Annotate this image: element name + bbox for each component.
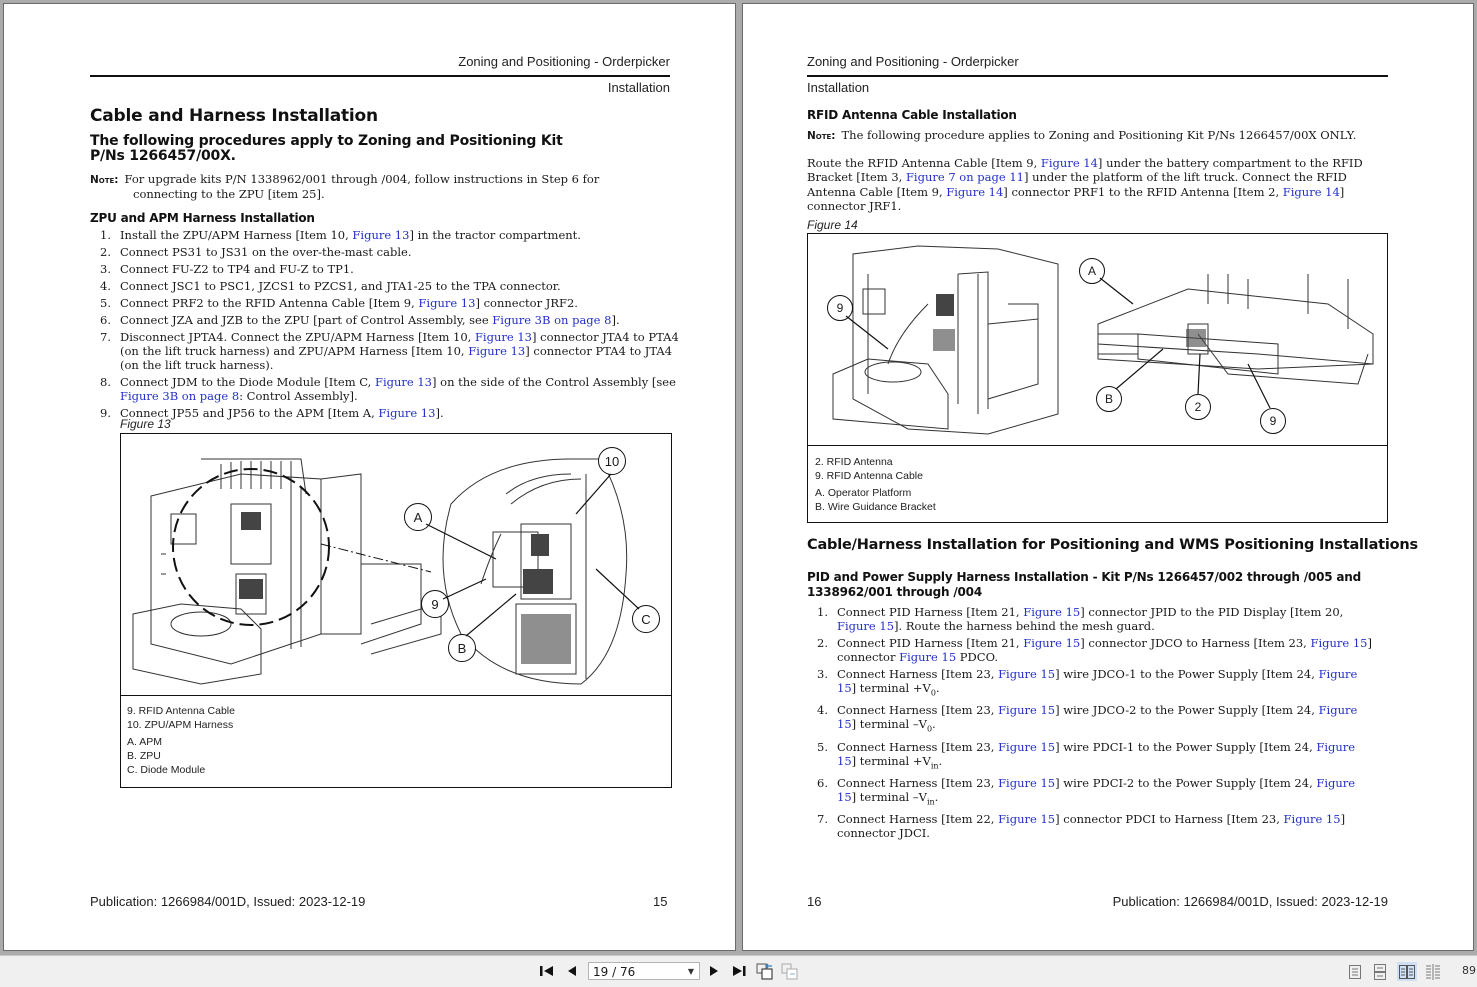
running-header-section: Installation [807,80,870,95]
step-number: 6. [817,775,828,790]
text-run: . [938,753,943,768]
figure-link[interactable]: Figure 15 [837,775,1356,804]
page-heading: Cable and Harness Installation [90,106,378,126]
text-run: ] connector [837,636,1372,664]
legend-item: C. Diode Module [127,764,206,776]
chevron-down-icon: ▼ [687,967,694,976]
first-page-button[interactable] [539,962,555,980]
viewer-toolbar [0,955,1477,987]
callout-9: 9 [827,295,853,321]
figure-caption: Figure 13 [120,417,171,431]
text-run: ] wire PDCI-1 to the Power Supply [Item 24, [1055,739,1317,754]
callout-a: A [1079,258,1105,284]
callout-c: C [632,605,660,633]
text-run: ] terminal –V [851,789,927,804]
first-page-icon [540,965,554,977]
step-number: 3. [100,262,111,276]
figure-link[interactable]: Figure 15 [998,775,1056,790]
procedure-steps [90,228,680,423]
running-header-title: Zoning and Positioning - Orderpicker [807,54,1019,69]
figure-link[interactable]: Figure 15 [998,667,1056,681]
figure-link[interactable]: Figure 7 on page 11 [905,170,1024,185]
document-page-15 [4,4,735,950]
step-number: 8. [100,375,111,389]
text-run: ] connector JPID to the PID Display [Item 20, [1080,605,1344,619]
subscript: 0 [926,724,933,734]
callout-10: 10 [598,447,626,475]
text-run: Connect PID Harness [Item 21, [837,636,1024,650]
previous-page-button[interactable] [565,962,579,980]
text-run: ] wire JDCO-2 to the Power Supply [Item 24, [1055,703,1319,718]
continuous-facing-view-icon [1425,964,1441,980]
go-forward-view-button[interactable] [781,962,799,980]
callout-b: B [1096,386,1122,412]
figure-link[interactable]: Figure 13 [418,296,476,310]
text-run: PDCO. [956,650,998,664]
figure-link[interactable]: Figure 15 [837,739,1356,768]
text-run: ]. [611,313,620,327]
text-run: ] on the side of the Control Assembly [see [432,375,676,389]
facing-pages-view-button[interactable] [1397,962,1417,981]
text-run: . [934,789,939,804]
subheading-line: 1338962/001 through /004 [807,585,982,599]
figure-link[interactable]: Figure 15 [1023,605,1081,619]
legend-item: 2. RFID Antenna [815,456,893,468]
running-header-title: Zoning and Positioning - Orderpicker [458,54,670,69]
subscript: 0 [930,688,936,698]
procedure-steps [807,605,1377,843]
subheading-line: The following procedures apply to Zoning and Positioning Kit [90,133,563,149]
text-run: ] connector PDCI to Harness [Item 23, [1055,812,1284,827]
text-run: Connect JDM to the Diode Module [Item C, [120,375,375,389]
text-run: Connect Harness [Item 22, [837,812,999,827]
callout-leaders [121,434,671,695]
legend-item: B. Wire Guidance Bracket [815,501,936,513]
text-run: ] connector JDCO to Harness [Item 23, [1080,636,1311,650]
figure-legend [127,704,235,780]
single-page-view-icon [1349,965,1361,979]
figure-link[interactable]: Figure 15 [837,703,1358,732]
step-number: 2. [817,636,828,650]
callout-a: A [404,503,432,531]
figure-link[interactable]: Figure 15 [998,812,1056,827]
step-number: 3. [817,667,828,681]
procedure-step [807,776,1377,809]
text-run: ] connector JRF1. [807,184,1345,213]
figure-link[interactable]: Figure 15 [998,703,1056,718]
figure-legend [815,455,936,517]
continuous-view-icon [1374,964,1386,980]
legend-item: 9. RFID Antenna Cable [127,705,235,717]
figure-caption: Figure 14 [807,218,858,232]
callout-2: 2 [1185,394,1211,420]
text-run: Connect Harness [Item 23, [837,667,999,681]
legend-item: 9. RFID Antenna Cable [815,470,923,482]
step-number: 7. [817,812,828,827]
text-run: Connect JP55 and JP56 to the APM [Item A, [120,406,379,420]
running-header-section: Installation [607,80,670,95]
callout-b: B [448,634,476,662]
subscript: in [930,760,939,770]
procedure-step [90,406,680,420]
text-run: Connect PRF2 to the RFID Antenna Cable [Item 9, [120,296,419,310]
header-rule [90,75,670,77]
figure-link[interactable]: Figure 15 [1023,636,1081,650]
figure-13 [120,433,672,788]
text-run: . [932,717,936,732]
footer-publication: Publication: 1266984/001D, Issued: 2023-12-19 [90,894,366,909]
text-run: ] terminal –V [851,717,927,732]
figure-link[interactable]: Figure 13 [378,406,436,420]
text-run: Route the RFID Antenna Cable [Item 9, [807,156,1041,170]
figure-14 [807,233,1388,523]
procedure-step [807,667,1377,700]
subheading [90,134,563,164]
step-number: 1. [817,605,828,619]
text-run: ] in the tractor compartment. [409,228,581,242]
legend-item: 10. ZPU/APM Harness [127,719,234,731]
figure-illustration [121,434,671,696]
text-run: ]. Route the harness behind the mesh guard. [894,619,1155,633]
note-text: For upgrade kits P/N 1338962/001 through /004, follow instructions in Step 6 for [124,172,600,186]
continuous-view-button[interactable] [1370,962,1390,981]
text-run: ] terminal +V [851,753,931,768]
note [807,128,1397,143]
text-run: Install the ZPU/APM Harness [Item 10, [120,228,353,242]
text-run: ] connector JTA4 to PTA4 (on the lift truck harness) and ZPU/APM Harness [Item 10, [120,330,679,358]
text-run: ] terminal +V [851,681,931,695]
last-page-icon [732,965,746,977]
text-run: ] connector PTA4 to JTA4 (on the lift truck harness). [120,344,673,372]
figure-link[interactable]: Figure 13 [468,344,526,358]
text-run: Connect PID Harness [Item 21, [837,605,1024,619]
procedure-step [807,636,1377,664]
procedure-step [90,330,680,372]
step-number: 6. [100,313,111,327]
figure-link[interactable]: Figure 15 [837,667,1358,695]
text-run: ] connector JRF2. [475,296,578,310]
legend-item: B. ZPU [127,750,161,762]
go-back-view-icon [756,962,774,980]
next-page-button[interactable] [707,962,721,980]
figure-link[interactable]: Figure 3B on page 8 [120,389,240,403]
procedure-step [90,245,680,259]
next-page-icon [709,965,719,977]
text-run: ]. [435,406,444,420]
header-rule [807,75,1388,77]
step-number: 4. [100,279,111,293]
procedure-step [90,375,680,403]
text-run: Connect PS31 to JS31 on the over-the-mast cable. [120,245,412,259]
callout-9b: 9 [1260,408,1286,434]
go-forward-view-icon [781,962,799,980]
figure-link[interactable]: Figure 14 [1282,184,1340,199]
procedure-step [807,812,1377,840]
text-run: Connect Harness [Item 23, [837,739,999,754]
zoom-level[interactable]: 89 [1462,964,1476,977]
step-number: 5. [817,739,828,754]
figure-link[interactable]: Figure 15 [1283,812,1341,827]
text-run: ] wire PDCI-2 to the Power Supply [Item 24, [1055,775,1317,790]
text-run: Connect Harness [Item 23, [837,703,999,718]
step-number: 1. [100,228,111,242]
figure-link[interactable]: Figure 15 [1310,636,1368,650]
step-number: 7. [100,330,111,344]
text-run: Disconnect JPTA4. Connect the ZPU/APM Harness [Item 10, [120,330,475,344]
continuous-facing-view-button[interactable] [1423,962,1443,981]
figure-link[interactable]: Figure 15 [998,739,1056,754]
figure-link[interactable]: Figure 15 [899,650,957,664]
subscript: in [926,797,935,807]
text-run: ] connector PRF1 to the RFID Antenna [Item 2, [1003,184,1283,199]
rfid-paragraph [807,156,1367,213]
procedure-step [90,262,680,276]
page-number-select[interactable] [588,962,700,980]
legend-item: A. APM [127,736,163,748]
page-number: 15 [653,894,668,909]
previous-page-icon [567,965,577,977]
section-heading: ZPU and APM Harness Installation [90,211,315,225]
note [90,172,650,201]
text-run: Connect FU-Z2 to TP4 and FU-Z to TP1. [120,262,354,276]
step-number: 5. [100,296,111,310]
page-indicator: 19 / 76 [593,965,636,979]
note-label: Note: [807,130,836,142]
section-heading: RFID Antenna Cable Installation [807,108,1017,122]
procedure-step [807,605,1377,633]
footer-publication: Publication: 1266984/001D, Issued: 2023-12-19 [1112,894,1388,909]
subsection-heading [807,570,1361,600]
figure-link[interactable]: Figure 14 [1040,156,1098,170]
note-text: connecting to the ZPU [item 25]. [133,187,325,201]
figure-link[interactable]: Figure 15 [837,619,895,633]
text-run: : Control Assembly]. [239,389,358,403]
procedure-step [90,228,680,242]
legend-item: A. Operator Platform [815,487,912,499]
figure-link[interactable]: Figure 13 [374,375,433,389]
figure-link[interactable]: Figure 3B on page 8 [492,313,612,327]
text-run: ] under the platform of the lift truck. Connect the RFID Antenna Cable [Item 9, [807,170,1347,199]
step-number: 4. [817,703,828,718]
facing-pages-view-icon [1399,965,1415,979]
text-run: . [935,681,940,695]
note-label: Note: [90,174,119,186]
last-page-button[interactable] [731,962,747,980]
step-number: 9. [100,406,111,420]
page-number: 16 [807,894,822,909]
figure-link[interactable]: Figure 13 [474,330,532,344]
callout-9: 9 [421,590,449,618]
section-heading-2: Cable/Harness Installation for Positioning and WMS Positioning Installations [807,537,1418,553]
text-run: Connect Harness [Item 23, [837,775,999,790]
go-back-view-button[interactable] [756,962,774,980]
figure-link[interactable]: Figure 14 [946,184,1004,199]
subheading-line: PID and Power Supply Harness Installation - Kit P/Ns 1266457/002 through /005 and [807,570,1361,584]
step-number: 2. [100,245,111,259]
text-run: ] under the battery compartment to the RFID Bracket [Item 3, [807,156,1363,185]
callout-leaders [808,234,1387,445]
document-page-16 [743,4,1473,950]
single-page-view-button[interactable] [1345,962,1365,981]
text-run: ] connector JDCI. [837,812,1346,841]
note-text: The following procedure applies to Zoning and Positioning Kit P/Ns 1266457/00X ONLY. [841,128,1357,142]
text-run: ] wire JDCO-1 to the Power Supply [Item 24, [1055,667,1319,681]
procedure-step [807,740,1377,773]
procedure-step [90,279,680,293]
procedure-step [90,313,680,327]
figure-link[interactable]: Figure 13 [352,228,410,242]
text-run: Connect JSC1 to PSC1, JZCS1 to PZCS1, and JTA1-25 to the TPA connector. [120,279,561,293]
text-run: Connect JZA and JZB to the ZPU [part of Control Assembly, see [120,313,493,327]
figure-illustration [808,234,1387,446]
procedure-step [90,296,680,310]
procedure-step [807,703,1377,736]
subheading-line: P/Ns 1266457/00X. [90,148,236,164]
